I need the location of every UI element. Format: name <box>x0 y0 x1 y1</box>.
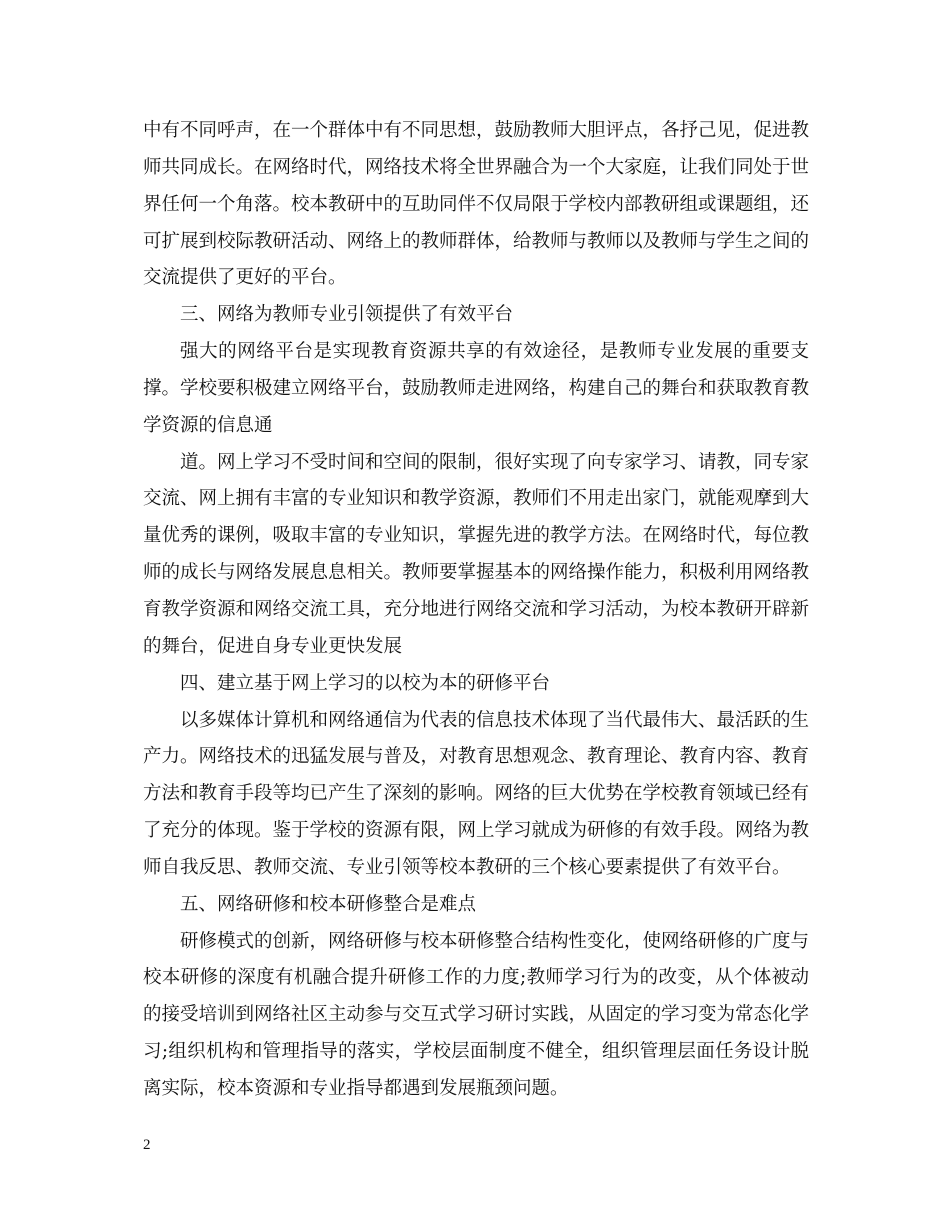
section-heading-5: 五、网络研修和校本研修整合是难点 <box>180 893 477 915</box>
section-heading-4: 四、建立基于网上学习的以校为本的研修平台 <box>180 672 551 694</box>
paragraph-online-learning: 道。网上学习不受时间和空间的限制，很好实现了向专家学习、请教，同专家交流、网上拥有丰富的专业知识和教学资源，教师们不用走出家门，就能观摩到大量优秀的课例，吸取丰富的专业知识，掌握先进的教学方法。在网络时代，每位教师的成长与网络发展息息相关。教师要掌握基本的网络操作能力，积极利用网络教育教学资源和网络交流工具，充分地进行网络交流和学习活动，为校本教研开辟新的舞台，促进自身专业更快发展 <box>143 451 810 657</box>
paragraph-integration: 研修模式的创新，网络研修与校本研修整合结构性变化，使网络研修的广度与校本研修的深度有机融合提升研修工作的力度;教师学习行为的改变，从个体被动的接受培训到网络社区主动参与交互式学习研讨实践，从固定的学习变为常态化学习;组织机构和管理指导的落实，学校层面制度不健全，组织管理层面任务设计脱离实际，校本资源和专业指导都遇到发展瓶颈问题。 <box>143 930 810 1099</box>
paragraph-network-platform: 强大的网络平台是实现教育资源共享的有效途径，是教师专业发展的重要支撑。学校要积极建立网络平台，鼓励教师走进网络，构建自己的舞台和获取教育教学资源的信息通 <box>143 341 810 436</box>
paragraph-information-technology: 以多媒体计算机和网络通信为代表的信息技术体现了当代最伟大、最活跃的生产力。网络技术的迅猛发展与普及，对教育思想观念、教育理论、教育内容、教育方法和教育手段等均已产生了深刻的影响。网络的巨大优势在学校教育领域已经有了充分的体现。鉴于学校的资源有限，网上学习就成为研修的有效手段。网络为教师自我反思、教师交流、专业引领等校本教研的三个核心要素提供了有效平台。 <box>143 709 810 878</box>
document-body <box>143 113 809 1108</box>
page-number: 2 <box>143 1137 151 1153</box>
section-heading-3: 三、网络为教师专业引领提供了有效平台 <box>180 304 514 326</box>
paragraph-continued: 中有不同呼声，在一个群体中有不同思想，鼓励教师大胆评点，各抒己见，促进教师共同成长。在网络时代，网络技术将全世界融合为一个大家庭，让我们同处于世界任何一个角落。校本教研中的互助同伴不仅局限于学校内部教研组或课题组，还可扩展到校际教研活动、网络上的教师群体，给教师与教师以及教师与学生之间的交流提供了更好的平台。 <box>143 120 810 289</box>
